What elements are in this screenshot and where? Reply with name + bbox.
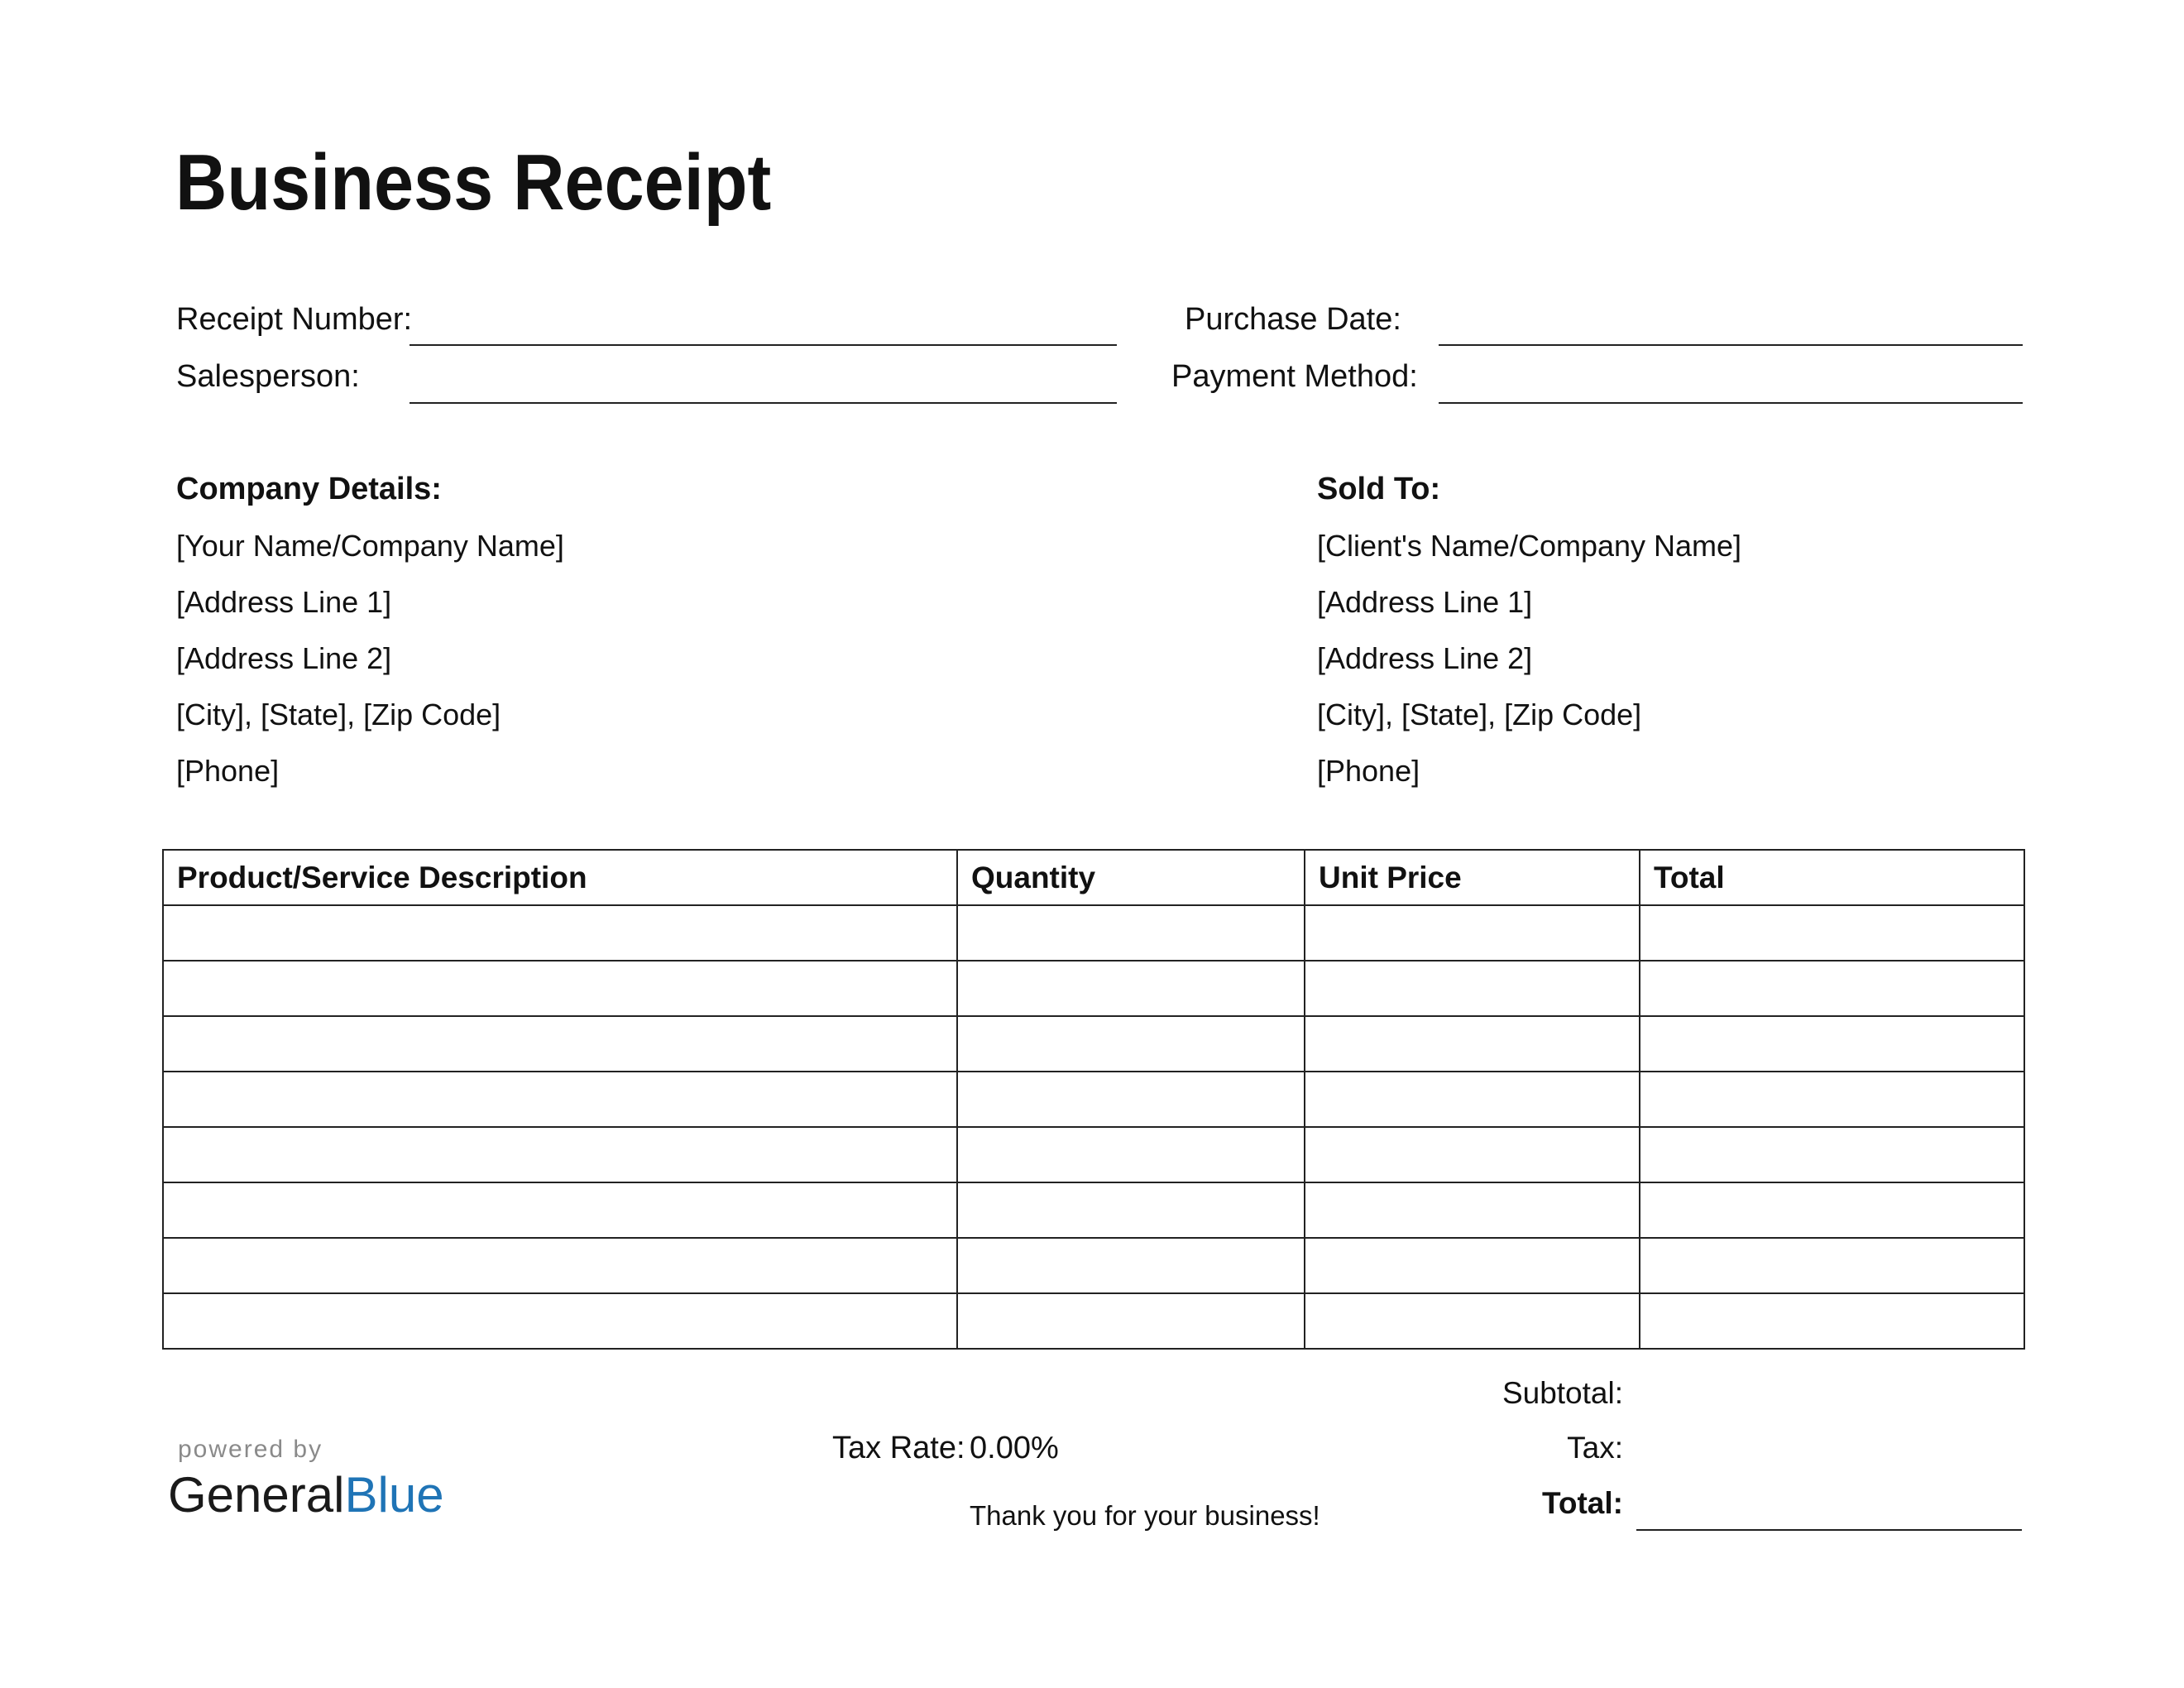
client-name[interactable]: [Client's Name/Company Name]	[1317, 529, 1742, 563]
sold-to-heading: Sold To:	[1317, 472, 1441, 506]
tax-label: Tax:	[1567, 1431, 1623, 1465]
unit-price-cell[interactable]	[1305, 1238, 1640, 1293]
tax-rate-label: Tax Rate:	[832, 1431, 965, 1465]
items-table	[162, 849, 2025, 1350]
quantity-cell[interactable]	[957, 1293, 1305, 1349]
unit-price-cell[interactable]	[1305, 1293, 1640, 1349]
subtotal-value[interactable]	[1636, 1367, 2022, 1417]
column-header-quantity: Quantity	[957, 850, 1305, 905]
tax-rate-value[interactable]: 0.00%	[970, 1431, 1059, 1465]
total-cell[interactable]	[1640, 1016, 2024, 1072]
total-cell[interactable]	[1640, 905, 2024, 961]
page-title: Business Receipt	[175, 138, 772, 227]
receipt-number-field[interactable]	[410, 344, 1117, 346]
total-cell[interactable]	[1640, 1293, 2024, 1349]
column-header-total: Total	[1640, 850, 2024, 905]
total-cell[interactable]	[1640, 1238, 2024, 1293]
company-address-line-2[interactable]: [Address Line 2]	[176, 641, 392, 675]
company-details-block	[176, 473, 564, 786]
company-address-line-1[interactable]: [Address Line 1]	[176, 585, 392, 619]
unit-price-cell[interactable]	[1305, 1182, 1640, 1238]
column-header-unit-price: Unit Price	[1305, 850, 1640, 905]
purchase-date-field[interactable]	[1439, 344, 2023, 346]
quantity-cell[interactable]	[957, 1127, 1305, 1182]
description-cell[interactable]	[163, 1238, 957, 1293]
brand-name-blue: Blue	[344, 1467, 444, 1523]
total-underline	[1636, 1529, 2022, 1531]
quantity-cell[interactable]	[957, 1016, 1305, 1072]
purchase-date-label: Purchase Date:	[1185, 302, 1401, 337]
company-phone[interactable]: [Phone]	[176, 754, 280, 788]
total-cell[interactable]	[1640, 961, 2024, 1016]
company-name[interactable]: [Your Name/Company Name]	[176, 529, 564, 563]
thank-you-message: Thank you for your business!	[970, 1500, 1320, 1531]
brand-name-general: General	[168, 1467, 345, 1523]
salesperson-label: Salesperson:	[176, 359, 360, 394]
powered-by-text: powered by	[178, 1436, 323, 1463]
company-details-heading: Company Details:	[176, 472, 442, 506]
unit-price-cell[interactable]	[1305, 905, 1640, 961]
total-cell[interactable]	[1640, 1127, 2024, 1182]
company-city-state-zip[interactable]: [City], [State], [Zip Code]	[176, 698, 501, 731]
description-cell[interactable]	[163, 905, 957, 961]
quantity-cell[interactable]	[957, 1238, 1305, 1293]
salesperson-field[interactable]	[410, 402, 1117, 404]
client-address-line-1[interactable]: [Address Line 1]	[1317, 585, 1533, 619]
payment-method-field[interactable]	[1439, 402, 2023, 404]
total-cell[interactable]	[1640, 1182, 2024, 1238]
unit-price-cell[interactable]	[1305, 1127, 1640, 1182]
table-row	[163, 905, 2024, 961]
quantity-cell[interactable]	[957, 1182, 1305, 1238]
description-cell[interactable]	[163, 961, 957, 1016]
table-row	[163, 1182, 2024, 1238]
table-row	[163, 961, 2024, 1016]
table-row	[163, 1072, 2024, 1127]
client-phone[interactable]: [Phone]	[1317, 754, 1420, 788]
receipt-number-label: Receipt Number:	[176, 302, 413, 337]
unit-price-cell[interactable]	[1305, 1072, 1640, 1127]
payment-method-label: Payment Method:	[1171, 359, 1418, 394]
description-cell[interactable]	[163, 1072, 957, 1127]
tax-value[interactable]	[1636, 1422, 2022, 1471]
table-row	[163, 1016, 2024, 1072]
total-cell[interactable]	[1640, 1072, 2024, 1127]
table-header-row	[163, 850, 2024, 905]
sold-to-block	[1317, 473, 1741, 786]
client-address-line-2[interactable]: [Address Line 2]	[1317, 641, 1533, 675]
total-value[interactable]	[1636, 1477, 2022, 1527]
table-row	[163, 1238, 2024, 1293]
quantity-cell[interactable]	[957, 961, 1305, 1016]
description-cell[interactable]	[163, 1293, 957, 1349]
table-row	[163, 1127, 2024, 1182]
description-cell[interactable]	[163, 1182, 957, 1238]
general-blue-logo[interactable]	[168, 1468, 444, 1523]
unit-price-cell[interactable]	[1305, 1016, 1640, 1072]
subtotal-label: Subtotal:	[1502, 1376, 1623, 1410]
table-row	[163, 1293, 2024, 1349]
client-city-state-zip[interactable]: [City], [State], [Zip Code]	[1317, 698, 1642, 731]
quantity-cell[interactable]	[957, 1072, 1305, 1127]
total-label: Total:	[1542, 1486, 1623, 1520]
description-cell[interactable]	[163, 1127, 957, 1182]
unit-price-cell[interactable]	[1305, 961, 1640, 1016]
quantity-cell[interactable]	[957, 905, 1305, 961]
description-cell[interactable]	[163, 1016, 957, 1072]
column-header-description: Product/Service Description	[163, 850, 957, 905]
